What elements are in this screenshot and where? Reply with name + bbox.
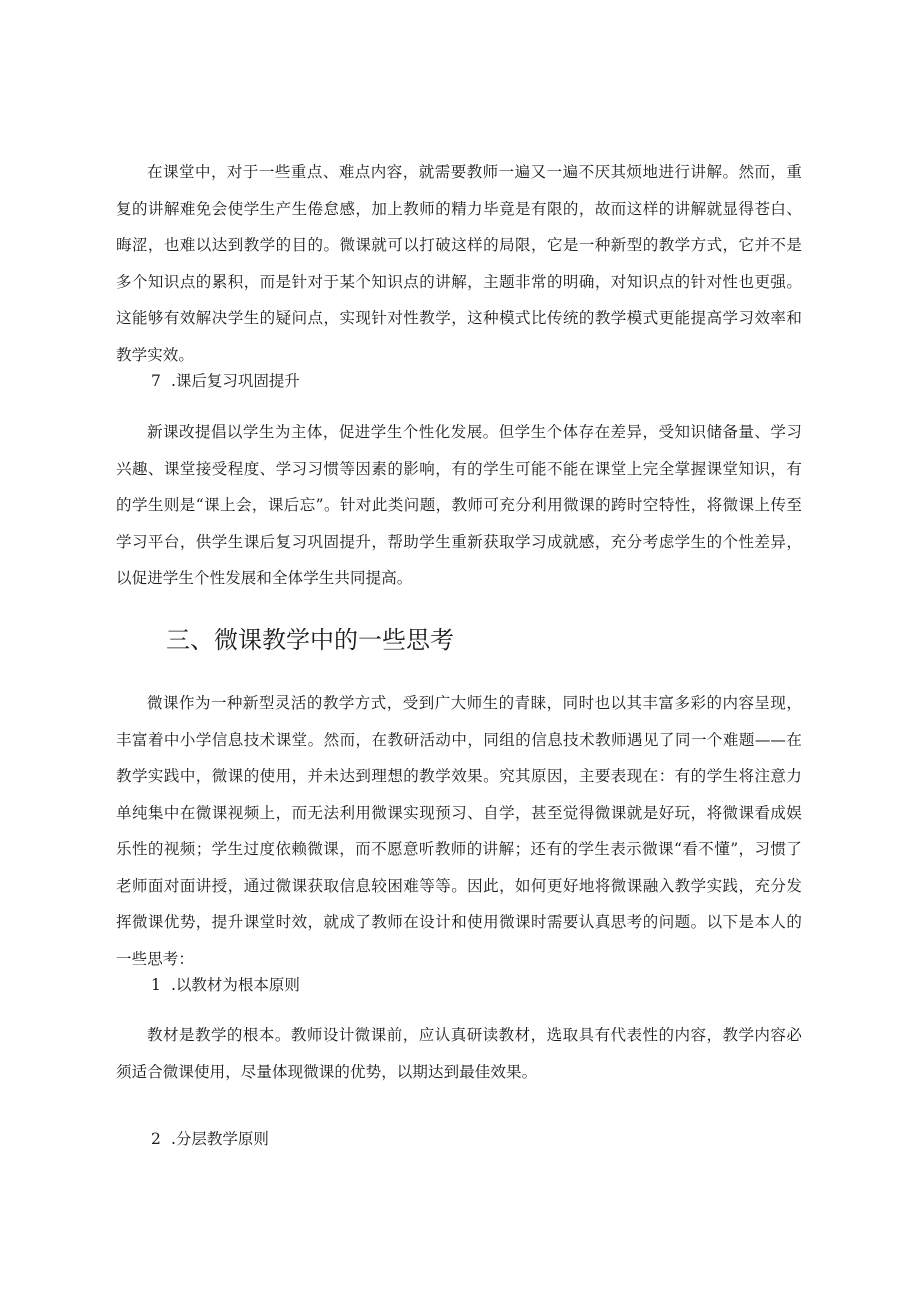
subheading-number: 7 (151, 372, 161, 390)
subheading-number: 1 (151, 976, 161, 994)
subheading-title: .分层教学原则 (171, 1130, 269, 1148)
subheading-item-7 (151, 369, 300, 393)
paragraph-micro-lesson-targeted-teaching: 在课堂中，对于一些重点、难点内容，就需要教师一遍又一遍不厌其烦地进行讲解。然而，重复的讲解难免会使学生产生倦怠感，加上教师的精力毕竟是有限的，故而这样的讲解就显得苍白、晦涩，也难以达到教学的目的。微课就可以打破这样的局限，它是一种新型的教学方式，它并不是多个知识点的累积，而是针对于某个知识点的讲解，主题非常的明确，对知识点的针对性也更强。这能够有效解决学生的疑问点，实现针对性教学，这种模式比传统的教学模式更能提高学习效率和教学实效。 (116, 163, 802, 364)
subheading-number: 2 (151, 1130, 161, 1148)
paragraph-section3-intro: 微课作为一种新型灵活的教学方式，受到广大师生的青睐，同时也以其丰富多彩的内容呈现，丰富着中小学信息技术课堂。然而，在教研活动中，同组的信息技术教师遇见了同一个难题——在教学实践中，微课的使用，并未达到理想的教学效果。究其原因，主要表现在：有的学生将注意力单纯集中在微课视频上，而无法利用微课实现预习、自学，甚至觉得微课就是好玩，将微课看成娱乐性的视频；学生过度依赖微课，而不愿意听教师的讲解；还有的学生表示微课“看不懂”，习惯了老师面对面讲授，通过微课获取信息较困难等等。因此，如何更好地将微课融入教学实践，充分发挥微课优势，提升课堂时效，就成了教师在设计和使用微课时需要认真思考的问题。以下是本人的一些思考： (116, 694, 802, 968)
subheading-item-2 (151, 1127, 269, 1151)
paragraph-textbook-principle: 教材是教学的根本。教师设计微课前，应认真研读教材，选取具有代表性的内容，教学内容必须适合微课使用，尽量体现微课的优势，以期达到最佳效果。 (116, 1026, 802, 1081)
subheading-title: .课后复习巩固提升 (171, 372, 300, 390)
subheading-title: .以教材为根本原则 (171, 976, 300, 994)
subheading-item-1 (151, 973, 300, 997)
section-heading-3: 三、微课教学中的一些思考 (166, 626, 454, 654)
paragraph-after-class-review: 新课改提倡以学生为主体，促进学生个性化发展。但学生个体存在差异，受知识储备量、学习兴趣、课堂接受程度、学习习惯等因素的影响，有的学生可能不能在课堂上完全掌握课堂知识，有的学生则是“课上会，课后忘”。针对此类问题，教师可充分利用微课的跨时空特性，将微课上传至学习平台，供学生课后复习巩固提升，帮助学生重新获取学习成就感，充分考虑学生的个性差异，以促进学生个性发展和全体学生共同提高。 (116, 423, 802, 587)
